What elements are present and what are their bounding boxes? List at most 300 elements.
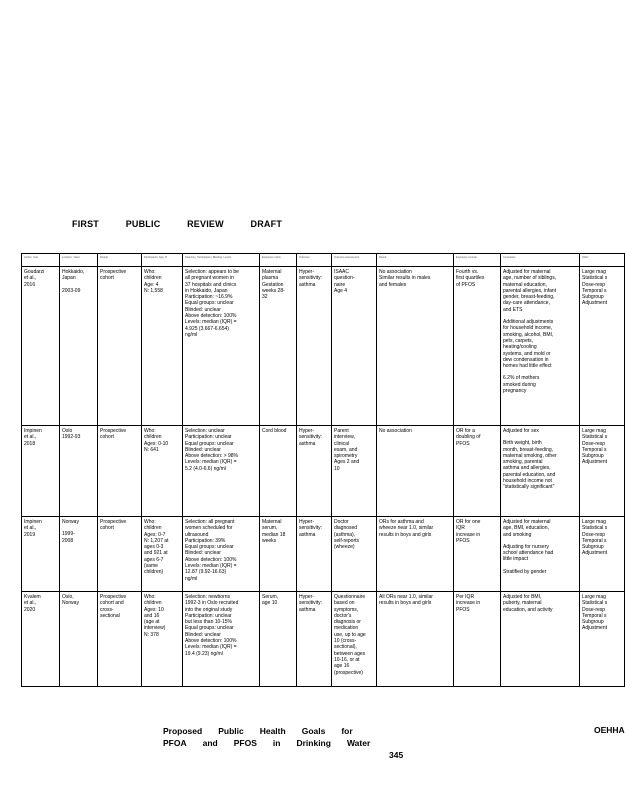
cell-line: doctor's [334,612,352,619]
cell-line: N: 378 [144,631,159,638]
table-row [22,267,625,426]
title-word: and [202,738,218,748]
cell-line: puberty, maternal [503,600,542,607]
cell-line: Ages: 0-7 [144,531,166,538]
cell-line: Who: [144,594,156,600]
cell-line: parental education, and [503,471,556,478]
cell-line: et al., [24,275,37,282]
cell-line: sensitivity: [299,525,323,532]
cell-line: 1999- [62,531,75,538]
column-header: Other [580,254,625,267]
cell-line: into the original study [185,606,233,613]
cell-line: No association [379,269,412,275]
cell-author [22,426,60,517]
cell-line: Adjusted for maternal [503,519,551,525]
cell-line: PFOS [456,606,470,613]
cell-line: spirometry [334,453,358,460]
cell-line: ages 6-7 [144,556,164,563]
cell-line: Questionnaire [334,594,366,600]
cell-line: PFOS [456,440,470,447]
cell-line: results in boys and girls [379,600,432,607]
cell-line: cohort [100,525,114,532]
title-word: Drinking [296,738,331,748]
cell-line: Selection: unclear [185,428,225,434]
cell-contrast [454,426,501,517]
cell-line: and 921 at [144,550,168,557]
cell-line: Impinen [24,519,42,525]
agency-name: OEHHA [594,725,625,735]
cell-line: Participation: unclear [185,434,232,441]
cell-line: Equal groups: unclear [185,544,234,551]
cell-line: Per IQR [456,594,475,600]
cell-line: ng/ml [185,575,198,582]
cell-line: 1992-93 [62,434,81,441]
cell-line: asthma [299,281,316,288]
cell-line: asthma and allergies, [503,465,551,472]
column-header: Design [98,254,142,267]
cell-line: 10 [334,465,340,472]
cell-line: Subgroup [582,294,604,301]
cell-line: 19.4 (9.23) ng/ml [185,650,223,657]
cell-other [580,267,625,426]
cell-line: between ages [334,650,366,657]
cell-line: 5.2 (4.0-6.6) ng/ml [185,465,226,472]
cell-line: doubling of [456,434,481,441]
table-row [22,592,625,687]
cell-line: Adjusted for BMI, [503,594,542,600]
title-word: PFOS [233,738,257,748]
cell-line: Levels: median (IQR) = [185,644,237,651]
cell-other [580,592,625,687]
cell-line: Dose-resp [582,281,606,288]
cell-line: Selection: newborns [185,594,231,600]
cell-line: naire [334,281,346,288]
cell-result [377,592,454,687]
cell-line: Adjustment [582,625,608,632]
cell-line: Dose-resp [582,606,606,613]
cell-line: cohort and [100,600,124,607]
cell-line: 4.925 (3.667-6.654) [185,325,229,332]
draft-word: FIRST [72,219,99,229]
evidence-table [21,253,625,687]
cell-line: (prospective) [334,669,363,676]
cell-line: Hyper- [299,594,315,600]
cell-line: Kvalem [24,594,41,600]
cell-line: Maternal [262,269,282,275]
cell-line: et al., [24,434,37,441]
cell-outcome [297,426,332,517]
cell-line: N: 1,558 [144,287,163,294]
cell-line: smoking, parental [503,459,543,466]
cell-line: Prospective [100,269,127,275]
cell-line: maternal smoking, other [503,452,557,459]
cell-line: cross- [100,606,114,613]
cell-location [60,267,98,426]
column-header: Location, Years [60,254,98,267]
cell-line: pets, carpets, [503,337,534,344]
title-word: Water [346,738,371,748]
cell-line: but less than 10-15% [185,619,232,626]
cell-line: children [144,525,162,532]
cell-line: Blinded: unclear [185,446,221,453]
title-word: in [272,738,281,748]
cell-matrix [260,592,297,687]
cell-covariates [501,592,580,687]
title-word: Health [259,726,286,736]
cell-line: ages 0-3 [144,544,164,551]
column-header: Result [377,254,454,267]
column-header: Exposure contrast [454,254,501,267]
cell-line: Adjusted for sex [503,428,539,434]
cell-line: Statistical s [582,275,608,282]
cell-line: Age 4 [334,287,348,294]
cell-line: Statistical s [582,525,608,532]
cell-line: Adjustment [582,300,608,307]
cell-line: age 10 [262,600,278,607]
cell-line: Above detection: > 98% [185,453,238,460]
cell-line: Above detection: 100% [185,313,237,320]
cell-participants [142,267,183,426]
cell-line: Levels: median (IQR) = [185,563,237,570]
cell-selection [183,267,260,426]
cell-line: 10 (cross- [334,638,357,645]
cell-other [580,426,625,517]
cell-line: Gestation [262,281,284,288]
cell-line: exam, and [334,446,358,453]
cell-line: IQR [456,525,465,532]
cell-selection [183,517,260,592]
title-word: Proposed [163,726,203,736]
table-row [22,517,625,592]
cell-line: OR for a [456,428,475,434]
cell-line: et al., [24,525,37,532]
cell-line: ORs for asthma and [379,519,424,525]
cell-line: ultrasound [185,531,209,538]
cell-line: Dose-resp [582,531,606,538]
draft-word: DRAFT [250,219,283,229]
cell-line: little impact [503,556,529,563]
cell-line: Equal groups: unclear [185,625,234,632]
cell-line: Additional adjustments [503,319,554,326]
cell-line: Doctor [334,519,349,525]
cell-line: Statistical s [582,434,608,441]
cell-line: 6.2% of mothers [503,375,540,382]
cell-line: increase in [456,600,481,607]
cell-line: PFOS [456,537,470,544]
cell-line: children [144,275,162,282]
cell-line: Fourth vs. [456,269,479,275]
cell-line: Equal groups: unclear [185,300,234,307]
cell-line: Stratified by gender [503,568,547,575]
cell-line: based on [334,600,355,607]
cell-participants [142,517,183,592]
cell-line: children [144,600,162,607]
column-header: Exposure matrix [260,254,297,267]
column-header: Outcome [297,254,332,267]
cell-line: smoking, alcohol, BMI, [503,331,554,338]
cell-line: wheeze near 1.0, similar [379,525,434,532]
cell-line: and ETS [503,306,523,313]
column-header: Participants, Age, N [142,254,183,267]
cell-line: Who: [144,428,156,434]
cell-location [60,426,98,517]
cell-line: Ages: 10 [144,606,164,613]
cell-line: Participation: 39% [185,537,226,544]
cell-assessment [332,592,377,687]
cell-line: Temporal s [582,287,607,294]
cell-participants [142,592,183,687]
cell-location [60,517,98,592]
cell-line: cohort [100,275,114,282]
cell-line: household income not [503,478,552,485]
cell-line: 2020 [24,606,36,613]
cell-line: self-reports [334,537,360,544]
cell-author [22,592,60,687]
cell-author [22,517,60,592]
cell-result [377,426,454,517]
cell-line: and smoking [503,531,532,538]
cell-line: All ORs near 1.0, similar [379,594,433,600]
cell-line: Large mag [582,594,606,600]
cell-line: Ages: 0-10 [144,440,169,447]
cell-line: homes had little effect [503,363,552,370]
cell-line: Subgroup [582,453,604,460]
cell-line: Prospective [100,594,127,600]
cell-line: ng/ml [185,331,198,338]
cell-line: et al., [24,600,37,607]
cell-line: women scheduled for [185,525,233,532]
cell-line: Similar results in males [379,275,431,282]
cell-line: Levels: median (IQR) = [185,319,237,326]
draft-word: PUBLIC [125,219,161,229]
cell-line: Norway [62,600,79,607]
cell-line: 10-16, or at [334,656,360,663]
cell-selection [183,426,260,517]
cell-line: plasma [262,275,279,282]
cell-line: No association [379,428,412,434]
title-line-1 [163,725,386,737]
cell-line: Blinded: unclear [185,550,221,557]
cell-line: sensitivity: [299,434,323,441]
cell-line: (same [144,563,158,570]
cell-line: 32 [262,294,268,301]
cell-design [98,267,142,426]
cell-line: (asthma), [334,531,356,538]
cell-line: Cord blood [262,428,287,434]
title-word: Public [218,726,244,736]
cell-line: children [144,434,162,441]
title-line-2 [163,737,386,749]
cell-assessment [332,517,377,592]
cell-line: day-care attendance, [503,300,550,307]
cell-line: Statistical s [582,600,608,607]
cell-line: interview, [334,434,355,441]
cell-line: and 16 [144,612,160,619]
cell-line: 12.87 (9.92-16.63) [185,569,227,576]
cell-line: Who: [144,519,156,525]
cell-line: diagnosis or [334,619,361,626]
cell-contrast [454,517,501,592]
cell-line: Large mag [582,428,606,434]
cell-line: and females [379,281,407,288]
cell-selection [183,592,260,687]
cell-line: Subgroup [582,619,604,626]
cell-line: pregnancy [503,388,527,395]
cell-line: Blinded: unclear [185,631,221,638]
cell-line: asthma [299,531,316,538]
cell-line: Subgroup [582,544,604,551]
cell-design [98,517,142,592]
cell-line: cohort [100,434,114,441]
cell-other [580,517,625,592]
cell-assessment [332,267,377,426]
cell-line: sensitivity: [299,275,323,282]
cell-line: age, BMI, education, [503,525,549,532]
cell-line: Norway [62,519,79,525]
cell-line: Prospective [100,428,127,434]
cell-line: heating/cooling [503,344,537,351]
table-row [22,426,625,517]
cell-line: Birth weight, birth [503,440,542,447]
cell-outcome [297,267,332,426]
cell-line: "statistically significant" [503,484,555,491]
cell-line: medication [334,625,359,632]
page-number: 345 [389,750,404,760]
cell-contrast [454,267,501,426]
cell-line: Who: [144,269,156,275]
cell-line: Parent [334,428,349,434]
cell-line: Serum, [262,594,279,600]
cell-matrix [260,517,297,592]
cell-assessment [332,426,377,517]
cell-line: first quartiles [456,275,485,282]
cell-line: 2018 [24,440,36,447]
cell-line: Impinen [24,428,42,434]
cell-line: median 18 [262,531,286,538]
cell-line: 1992-3 in Oslo recruited [185,600,239,607]
cell-line: systems, and mold or [503,350,551,357]
column-header: Covariates [501,254,580,267]
cell-design [98,426,142,517]
cell-author [22,267,60,426]
cell-covariates [501,426,580,517]
cell-line: education, and activity [503,606,553,613]
cell-line: sectional), [334,644,357,651]
cell-line: month, breast-feeding, [503,446,554,453]
cell-result [377,267,454,426]
cell-line: clinical [334,440,350,447]
cell-contrast [454,592,501,687]
cell-line: increase in [456,531,481,538]
cell-line: Blinded: unclear [185,306,221,313]
cell-outcome [297,592,332,687]
cell-line: Temporal s [582,537,607,544]
cell-line: Adjusting for nursery [503,543,549,550]
cell-line: results in boys and girls [379,531,432,538]
cell-line: for household income, [503,325,553,332]
column-header: Outcome assessment [332,254,377,267]
cell-line: Selection: all pregnant [185,519,235,525]
cell-line: Adjustment [582,459,608,466]
cell-line: Temporal s [582,612,607,619]
cell-covariates [501,517,580,592]
cell-line: children) [144,569,164,576]
cell-line: Maternal [262,519,282,525]
cell-line: sensitivity: [299,600,323,607]
cell-line: of PFOS [456,281,476,288]
cell-line: in Hokkaido, Japan [185,287,228,294]
cell-line: Oslo [62,428,73,434]
cell-line: serum, [262,525,278,532]
cell-line: maternal education, [503,281,547,288]
cell-line: 2008 [62,537,74,544]
draft-word: REVIEW [187,219,224,229]
cell-line: Temporal s [582,446,607,453]
cell-line: Large mag [582,519,606,525]
cell-line: N: 1,207 at [144,537,169,544]
cell-line: 2003-09 [62,287,81,294]
cell-line: use, up to age [334,631,366,638]
cell-line: Participation: unclear [185,612,232,619]
column-header: Author, Year [22,254,60,267]
cell-design [98,592,142,687]
cell-line: smoked during [503,381,536,388]
cell-line: Hokkaido, [62,269,85,275]
cell-line: Dose-resp [582,440,606,447]
cell-line: Oslo, [62,594,74,600]
cell-line: Hyper- [299,519,315,525]
cell-line: Adjusted for maternal [503,269,551,275]
cell-line: school attendance had [503,550,554,557]
cell-line: asthma [299,606,316,613]
cell-covariates [501,267,580,426]
cell-line: Participation: ~16.9% [185,294,233,301]
cell-line: dew condensation in [503,356,549,363]
cell-line: Japan [62,275,76,282]
table-header-row [22,254,625,267]
cell-line: 37 hospitals and clinics [185,281,237,288]
cell-line: (age at [144,619,160,626]
cell-line: asthma [299,440,316,447]
cell-outcome [297,517,332,592]
cell-line: Above detection: 100% [185,638,237,645]
cell-line: 2016 [24,281,36,288]
draft-banner [72,219,306,229]
cell-line: interview) [144,625,166,632]
cell-participants [142,426,183,517]
cell-line: Prospective [100,519,127,525]
cell-location [60,592,98,687]
cell-line: Ages 2 and [334,459,360,466]
cell-line: Selection: appears to be [185,269,239,275]
cell-line: age 16 [334,663,350,670]
title-word: for [341,726,353,736]
cell-line: Hyper- [299,269,315,275]
cell-line: age, number of siblings, [503,275,557,282]
cell-line: gender, breast-feeding, [503,294,555,301]
cell-line: Above detection: 100% [185,556,237,563]
cell-line: sectional [100,612,120,619]
cell-line: weeks [262,537,277,544]
cell-line: all pregnant women in [185,275,234,282]
cell-line: weeks 28- [262,287,285,294]
cell-line: Hyper- [299,428,315,434]
cell-line: Adjustment [582,550,608,557]
cell-line: parental allergies, infant [503,287,557,294]
cell-line: N: 641 [144,446,159,453]
cell-line: ISAAC [334,269,350,275]
cell-result [377,517,454,592]
